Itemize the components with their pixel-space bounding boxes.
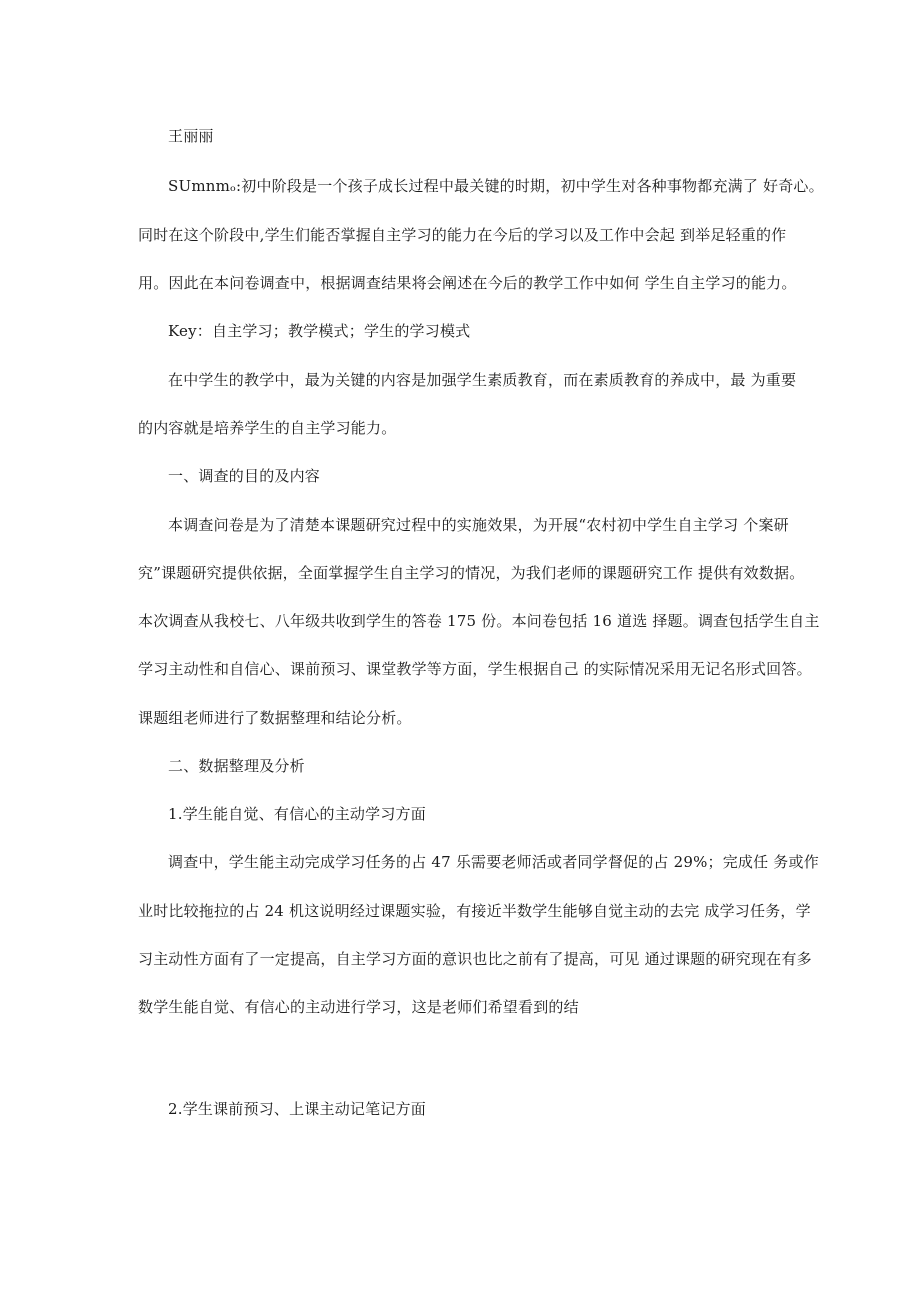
section1-line: 本调查问卷是为了清楚本课题研究过程中的实施效果，为开展“农村初中学生自主学习 个案研 [168,516,789,534]
abstract-line: 同时在这个阶段中,学生们能否掌握自主学习的能力在今后的学习以及工作中会起 到举足轻重的作 [138,226,787,244]
keywords: Key：自主学习；教学模式；学生的学习模式 [168,322,471,340]
intro-line: 的内容就是培养学生的自主学习能力。 [138,419,397,437]
author-name: 王丽丽 [168,127,214,145]
intro-line: 在中学生的教学中，最为关键的内容是加强学生素质教育，而在素质教育的养成中，最 为重要 [168,371,797,389]
subsection-heading-2: 2.学生课前预习、上课主动记笔记方面 [168,1100,426,1118]
subsection1-line: 习主动性方面有了一定提高，自主学习方面的意识也比之前有了提高，可见 通过课题的研究现在有多 [138,950,812,968]
subsection1-line: 数学生能自觉、有信心的主动进行学习，这是老师们希望看到的结 [138,998,579,1016]
section1-line: 本次调查从我校七、八年级共收到学生的答卷 175 份。本问卷包括 16 道选 择题。调查包括学生自主 [138,612,820,630]
section1-line: 究”课题研究提供依据，全面掌握学生自主学习的情况，为我们老师的课题研究工作 提供有效数据。 [138,564,805,582]
section-heading-1: 一、调查的目的及内容 [168,467,321,485]
subsection1-line: 业时比较拖拉的占 24 机这说明经过课题实验，有接近半数学生能够自觉主动的去完 成学习任务，学 [138,902,811,920]
section1-line: 学习主动性和自信心、课前预习、课堂教学等方面，学生根据自己 的实际情况采用无记名形式回答。 [138,660,812,678]
abstract-line: 用。因此在本问卷调查中，根据调查结果将会阐述在今后的教学工作中如何 学生自主学习的能力。 [138,274,797,292]
subsection1-line: 调查中，学生能主动完成学习任务的占 47 乐需要老师活或者同学督促的占 29%；完成任 务或作 [168,853,819,871]
section-heading-2: 二、数据整理及分析 [168,757,305,775]
subsection-heading-1: 1.学生能自觉、有信心的主动学习方面 [168,805,426,823]
abstract-line: SUmnmₒ:初中阶段是一个孩子成长过程中最关键的时期，初中学生对各种事物都充满了 好奇心。 [168,177,824,195]
section1-line: 课题组老师进行了数据整理和结论分析。 [138,709,412,727]
